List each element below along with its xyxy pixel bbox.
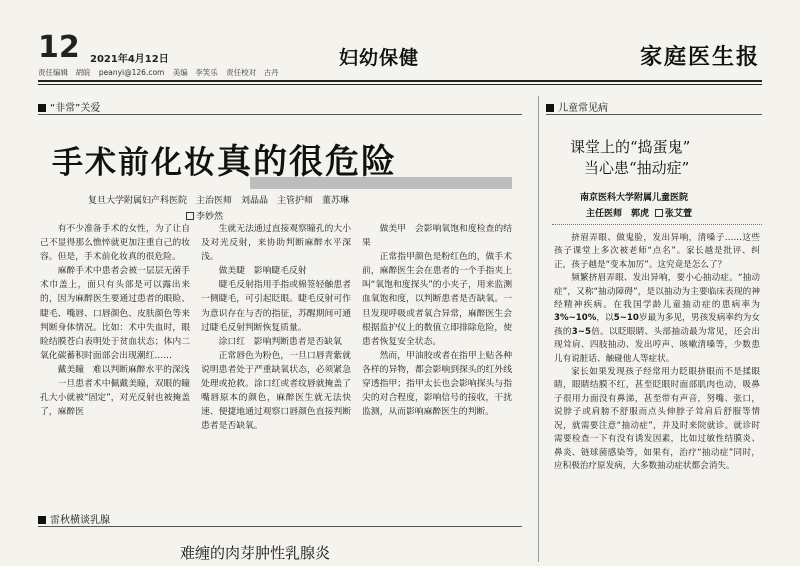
subheading: 戴美瞳 难以判断麻醉水平的深浅 [57,364,190,375]
sidebar-title-line2: 当心患“抽动症” [584,159,690,177]
sidebar-byline [586,206,692,219]
header-rule [38,80,762,82]
credit-email: peanyi@126.com [98,68,165,77]
headline-part-a: 手术前化妆 [52,145,217,181]
header-rule-thin [38,84,762,85]
sidebar-body [554,232,760,473]
sidebar-divider [552,224,762,225]
column-tag-left [38,99,100,114]
paragraph: 挤眉弄眼、做鬼脸，发出异响，清嗓子……这些孩子课堂上多次被老师“点名”。家长越是批评、纠正，孩子越是“变本加厉”。这究竟是怎么了？ [554,233,760,270]
column-tag-right [546,99,608,114]
credit-editor: 责任编辑 胡皖 [38,68,91,77]
sidebar-author: 张艾萱 [665,209,693,219]
paragraph: 一旦患者术中佩戴美瞳，双眼的瞳孔大小就被“固定”，对光反射也被掩盖了，麻醉医 [40,379,190,418]
tag-underline [38,114,522,115]
newspaper-masthead: 家庭医生报 [640,44,761,70]
byline-box-icon [186,212,194,220]
credit-art: 美编 李笑乐 [172,68,218,77]
text-run: 倍。以眨眼睛、头部抽动最为常见，还会出现耸肩、四肢抽动、发出哼声、咳嗽清嗓等，少数患儿有说脏话、触碰他人等症状。 [554,326,760,364]
tag-underline [38,526,522,527]
gender-ratio: 3~5 [571,326,591,337]
sidebar-title-line1: 课堂上的“捣蛋鬼” [570,138,691,156]
subheading: 做美甲 会影响氧饱和度检查的结果 [362,224,512,249]
subheading: 做美睫 影响睫毛反射 [218,266,307,277]
issue-date: 2021年4月12日 [90,54,169,65]
article-byline-source: 复旦大学附属妇产科医院 主治医师 刘晶晶 主管护师 董苏琳 [88,196,350,206]
tag-square-icon [38,516,46,524]
paragraph: 生就无法通过直接观察瞳孔的大小及对光反射，来协助判断麻醉水平深浅。 [201,224,351,263]
text-run: ，以 [596,313,614,324]
article-column-2 [201,222,351,433]
sidebar-source: 南京医科大学附属儿童医院 [580,193,689,203]
byline-box-icon [655,209,663,217]
column-divider [538,96,539,562]
subheading: 涂口红 影响判断患者是否缺氧 [218,336,342,347]
tag-square-icon [546,104,554,112]
sidebar-doctor: 主任医师 郭虎 [586,209,650,219]
text-run: 岁最为多见，男孩发病率约为女孩的 [554,313,760,337]
editor-credits [38,67,285,78]
page-number: 12 [38,30,80,65]
prevalence-rate: 3%~10% [554,313,597,324]
paragraph: 正常唇色为粉色，一旦口唇青紫就说明患者处于严重缺氧状态，必须紧急处理或抢救。涂口红或者纹唇就掩盖了嘴唇原本的颜色，麻醉医生就无法快速、便捷地通过观察口唇颜色直接判断患者是否缺氧。 [201,350,351,432]
headline-part-b: 真的很危险 [217,142,397,182]
column-tag-label: “非常”关爱 [50,103,101,114]
article-column-1 [40,222,190,419]
column-tag-label: 雷秋横谈乳腺 [50,515,110,526]
paragraph: 麻醉手术中患者会被一层层无菌手术巾盖上，面只有头部是可以露出来的，因为麻醉医生要通过患者的眼睑、睫毛、嘴唇、口唇颜色、皮肤颜色等来判断身体情况。比如：术中失血时，眼睑结膜苍白表明处于贫血状态；体内二氧化碳蓄积时面部会出现潮红…… [40,266,190,361]
paragraph: 然而，甲油胶或者在指甲上贴各种各样的异物，都会影响到探头的红外线穿透指甲；指甲太长也会影响探头与指尖的对合程度，影响信号的接收，干扰监测，从而影响麻醉医生的判断。 [362,350,512,418]
column-tag-bottom [38,511,110,526]
credit-proof: 责任校对 古丹 [226,68,279,77]
tag-underline [546,114,762,115]
bottom-article-title: 难缠的肉芽肿性乳腺炎 [180,544,331,562]
paragraph [554,272,760,366]
article-headline [52,134,397,183]
byline-author-name: 李妙然 [196,212,224,222]
section-title: 妇幼保健 [339,47,420,69]
paragraph: 正常指甲颜色是粉红色的，做手术前，麻醉医生会在患者的一个手指夹上叫“氧饱和度探头”的小夹子，用来监测血氧饱和度，以判断患者是否缺氧。一旦发现呼吸或者氧合异常，麻醉医生会根据监护仪上的数值立即排除危险，使患者恢复安全状态。 [362,252,512,347]
text-run: 频繁挤眉弄眼、发出异响，要小心抽动症。“抽动症”，又称“抽动障碍”，是以抽动为主要临床表现的神经精神疾病。在我国学龄儿童抽动症的患病率为 [554,273,760,311]
tag-square-icon [38,104,46,112]
age-range: 5~10 [613,313,639,324]
paragraph: 有不少准备手术的女性，为了让自己不显得那么憔悴就更加注重自己的妆容。但是，手术前化妆真的很危险。 [40,224,190,263]
paragraph: 睫毛反射指用手指或棉签轻触患者一侧睫毛，可引起眨眼。睫毛反射可作为意识存在与否的指征，苏醒期间可通过睫毛反射判断恢复质量。 [201,280,351,333]
paragraph: 家长如果发现孩子经常用力眨眼挤眼而不是揉眼睛，眼睛结膜不红，甚至眨眼时面部肌肉也动，吸鼻子很用力面没有鼻涕，甚至带有声音，努嘴、张口，说脖子或肩膀不舒服而点头伸脖子耸肩后舒服等情况，就需要注意“抽动症”，并及时来院就诊。就诊时需要检查一下有没有诱发因素，比如过敏性结膜炎、鼻炎、链球菌感染等，如果有，治疗“抽动症”同时，应积极治疗原发病，大多数抽动症状都会消失。 [554,367,760,471]
article-byline-author [180,209,223,222]
article-column-3 [362,222,512,419]
column-tag-label: 儿童常见病 [558,103,608,114]
